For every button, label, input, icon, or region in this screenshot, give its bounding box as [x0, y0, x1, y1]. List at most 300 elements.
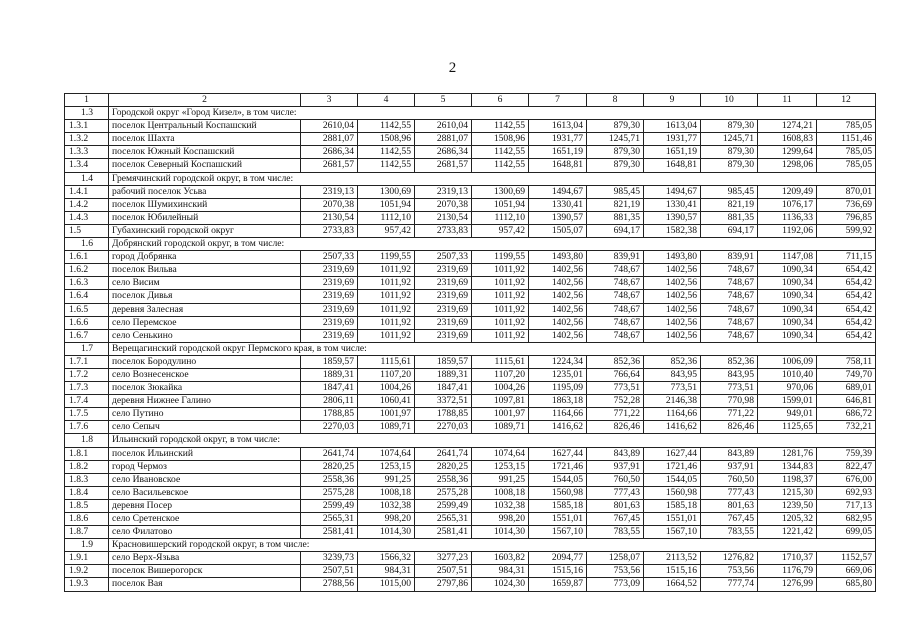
- table-row: [65, 421, 876, 434]
- value-cell: 1721,46: [529, 460, 587, 473]
- row-code: 1.9.3: [65, 578, 109, 591]
- value-cell: 879,30: [587, 159, 644, 172]
- value-cell: 777,43: [587, 486, 644, 499]
- value-cell: 783,55: [587, 526, 644, 539]
- value-cell: 843,95: [701, 368, 758, 381]
- table-row: [65, 277, 876, 290]
- value-cell: 785,05: [817, 159, 876, 172]
- value-cell: 1142,55: [472, 120, 529, 133]
- value-cell: 767,45: [701, 513, 758, 526]
- value-cell: 3277,23: [415, 552, 472, 565]
- value-cell: 1011,92: [358, 303, 415, 316]
- value-cell: 822,47: [817, 460, 876, 473]
- value-cell: 1195,09: [529, 382, 587, 395]
- value-cell: 760,50: [587, 473, 644, 486]
- value-cell: 1090,34: [758, 264, 817, 277]
- value-cell: 2610,04: [301, 120, 358, 133]
- value-cell: 694,17: [587, 224, 644, 237]
- table-row: [65, 211, 876, 224]
- table-row: [65, 473, 876, 486]
- row-name: поселок Дивья: [109, 290, 301, 303]
- value-cell: 1402,56: [644, 303, 701, 316]
- value-cell: 676,00: [817, 473, 876, 486]
- value-cell: 2733,83: [301, 224, 358, 237]
- value-cell: 985,45: [701, 185, 758, 198]
- value-cell: 654,42: [817, 316, 876, 329]
- value-cell: 1299,64: [758, 146, 817, 159]
- value-cell: 2319,69: [415, 290, 472, 303]
- section-row: [65, 342, 876, 355]
- row-code: 1.8.3: [65, 473, 109, 486]
- value-cell: 1142,55: [472, 146, 529, 159]
- value-cell: 1011,92: [358, 290, 415, 303]
- value-cell: 1402,56: [644, 277, 701, 290]
- table-row: [65, 460, 876, 473]
- value-cell: 1011,92: [358, 316, 415, 329]
- column-header: 4: [358, 94, 415, 107]
- value-cell: 879,30: [701, 146, 758, 159]
- value-cell: 2319,69: [301, 329, 358, 342]
- table-row: [65, 329, 876, 342]
- value-cell: 2270,03: [415, 421, 472, 434]
- value-cell: 949,01: [758, 408, 817, 421]
- value-cell: 1344,83: [758, 460, 817, 473]
- value-cell: 1112,10: [358, 211, 415, 224]
- value-cell: 2558,36: [415, 473, 472, 486]
- value-cell: 991,25: [472, 473, 529, 486]
- value-cell: 2507,33: [415, 251, 472, 264]
- value-cell: 2319,13: [301, 185, 358, 198]
- value-cell: 1076,17: [758, 198, 817, 211]
- value-cell: 1010,40: [758, 368, 817, 381]
- value-cell: 821,19: [701, 198, 758, 211]
- value-cell: 1008,18: [472, 486, 529, 499]
- value-cell: 771,22: [701, 408, 758, 421]
- value-cell: 1011,92: [472, 329, 529, 342]
- value-cell: 870,01: [817, 185, 876, 198]
- value-cell: 783,55: [701, 526, 758, 539]
- row-name: село Висим: [109, 277, 301, 290]
- value-cell: 1224,34: [529, 355, 587, 368]
- row-code: 1.8.1: [65, 447, 109, 460]
- value-cell: 821,19: [587, 198, 644, 211]
- value-cell: 771,22: [587, 408, 644, 421]
- row-code: 1.6.6: [65, 316, 109, 329]
- header-row: [65, 94, 876, 107]
- row-code: 1.8: [65, 434, 109, 447]
- row-code: 1.6.4: [65, 290, 109, 303]
- value-cell: 801,63: [701, 499, 758, 512]
- value-cell: 1142,55: [472, 159, 529, 172]
- section-row: [65, 172, 876, 185]
- value-cell: 2565,31: [415, 513, 472, 526]
- table-row: [65, 395, 876, 408]
- value-cell: 2686,34: [415, 146, 472, 159]
- row-code: 1.7.2: [65, 368, 109, 381]
- column-header: 2: [109, 94, 301, 107]
- value-cell: 1603,82: [472, 552, 529, 565]
- table-row: [65, 264, 876, 277]
- value-cell: 937,91: [701, 460, 758, 473]
- value-cell: 801,63: [587, 499, 644, 512]
- value-cell: 1330,41: [644, 198, 701, 211]
- value-cell: 957,42: [358, 224, 415, 237]
- column-header: 10: [701, 94, 758, 107]
- row-name: село Васильевское: [109, 486, 301, 499]
- value-cell: 2507,33: [301, 251, 358, 264]
- table-row: [65, 303, 876, 316]
- value-cell: 1011,92: [472, 316, 529, 329]
- row-code: 1.5: [65, 224, 109, 237]
- value-cell: 998,20: [358, 513, 415, 526]
- value-cell: 1493,80: [644, 251, 701, 264]
- row-name: село Верх-Язьва: [109, 552, 301, 565]
- value-cell: 773,09: [587, 578, 644, 591]
- value-cell: 1402,56: [529, 329, 587, 342]
- row-name: Добрянский городской округ, в том числе:: [109, 238, 876, 251]
- value-cell: 654,42: [817, 264, 876, 277]
- value-cell: 773,51: [587, 382, 644, 395]
- row-name: Гремячинский городской округ, в том числе:: [109, 172, 876, 185]
- value-cell: 1515,16: [529, 565, 587, 578]
- row-name: город Чермоз: [109, 460, 301, 473]
- table-row: [65, 578, 876, 591]
- value-cell: 1659,87: [529, 578, 587, 591]
- row-name: деревня Залесная: [109, 303, 301, 316]
- table-row: [65, 408, 876, 421]
- table-row: [65, 447, 876, 460]
- section-row: [65, 539, 876, 552]
- value-cell: 785,05: [817, 146, 876, 159]
- value-cell: 699,05: [817, 526, 876, 539]
- value-cell: 1011,92: [472, 264, 529, 277]
- row-code: 1.8.6: [65, 513, 109, 526]
- value-cell: 1664,52: [644, 578, 701, 591]
- value-cell: 2507,51: [415, 565, 472, 578]
- value-cell: 1006,09: [758, 355, 817, 368]
- row-name: поселок Вильва: [109, 264, 301, 277]
- value-cell: 1281,76: [758, 447, 817, 460]
- value-cell: 1089,71: [358, 421, 415, 434]
- column-header: 7: [529, 94, 587, 107]
- row-name: Городской округ «Город Кизел», в том числе:: [109, 107, 876, 120]
- value-cell: 1402,56: [644, 329, 701, 342]
- value-cell: 1505,07: [529, 224, 587, 237]
- value-cell: 1192,06: [758, 224, 817, 237]
- value-cell: 1205,32: [758, 513, 817, 526]
- table-row: [65, 513, 876, 526]
- value-cell: 1585,18: [529, 499, 587, 512]
- row-name: село Перемское: [109, 316, 301, 329]
- value-cell: 3372,51: [415, 395, 472, 408]
- table-row: [65, 316, 876, 329]
- value-cell: 1627,44: [529, 447, 587, 460]
- value-cell: 2881,07: [415, 133, 472, 146]
- row-code: 1.9.2: [65, 565, 109, 578]
- value-cell: 777,74: [701, 578, 758, 591]
- value-cell: 1330,41: [529, 198, 587, 211]
- value-cell: 1508,96: [472, 133, 529, 146]
- value-cell: 879,30: [587, 146, 644, 159]
- row-code: 1.7.5: [65, 408, 109, 421]
- value-cell: 1235,01: [529, 368, 587, 381]
- row-name: Верещагинский городской округ Пермского края, в том числе:: [109, 342, 876, 355]
- value-cell: 1024,30: [472, 578, 529, 591]
- value-cell: 2130,54: [301, 211, 358, 224]
- value-cell: 2681,57: [415, 159, 472, 172]
- value-cell: 1015,00: [358, 578, 415, 591]
- value-cell: 1402,56: [644, 264, 701, 277]
- value-cell: 748,67: [587, 277, 644, 290]
- value-cell: 1402,56: [529, 316, 587, 329]
- row-name: поселок Ильинский: [109, 447, 301, 460]
- value-cell: 839,91: [701, 251, 758, 264]
- value-cell: 1508,96: [358, 133, 415, 146]
- value-cell: 2610,04: [415, 120, 472, 133]
- row-name: село Сретенское: [109, 513, 301, 526]
- value-cell: 1008,18: [358, 486, 415, 499]
- value-cell: 748,67: [701, 303, 758, 316]
- value-cell: 753,56: [701, 565, 758, 578]
- value-cell: 1151,46: [817, 133, 876, 146]
- value-cell: 1300,69: [358, 185, 415, 198]
- value-cell: 1585,18: [644, 499, 701, 512]
- value-cell: 752,28: [587, 395, 644, 408]
- row-code: 1.9.1: [65, 552, 109, 565]
- value-cell: 796,85: [817, 211, 876, 224]
- row-code: 1.3.3: [65, 146, 109, 159]
- value-cell: 2581,41: [301, 526, 358, 539]
- value-cell: 767,45: [587, 513, 644, 526]
- value-cell: 2319,69: [301, 264, 358, 277]
- page-number: 2: [448, 60, 457, 76]
- value-cell: 1060,41: [358, 395, 415, 408]
- tariff-table: [64, 93, 876, 592]
- value-cell: 1001,97: [358, 408, 415, 421]
- value-cell: 1051,94: [358, 198, 415, 211]
- value-cell: 1253,15: [472, 460, 529, 473]
- value-cell: 1089,71: [472, 421, 529, 434]
- row-code: 1.8.5: [65, 499, 109, 512]
- value-cell: 1298,06: [758, 159, 817, 172]
- column-header: 11: [758, 94, 817, 107]
- value-cell: 1721,46: [644, 460, 701, 473]
- row-name: поселок Вая: [109, 578, 301, 591]
- value-cell: 1544,05: [529, 473, 587, 486]
- value-cell: 998,20: [472, 513, 529, 526]
- value-cell: 881,35: [701, 211, 758, 224]
- value-cell: 748,67: [587, 329, 644, 342]
- row-name: поселок Вишерогорск: [109, 565, 301, 578]
- section-row: [65, 238, 876, 251]
- row-code: 1.3.1: [65, 120, 109, 133]
- table-row: [65, 146, 876, 159]
- value-cell: 689,01: [817, 382, 876, 395]
- value-cell: 1560,98: [644, 486, 701, 499]
- value-cell: 1147,08: [758, 251, 817, 264]
- table-row: [65, 526, 876, 539]
- row-code: 1.4.3: [65, 211, 109, 224]
- value-cell: 2319,69: [415, 329, 472, 342]
- value-cell: 654,42: [817, 290, 876, 303]
- value-cell: 1090,34: [758, 316, 817, 329]
- value-cell: 748,67: [587, 316, 644, 329]
- row-code: 1.6.7: [65, 329, 109, 342]
- value-cell: 1274,21: [758, 120, 817, 133]
- row-name: село Вознесенское: [109, 368, 301, 381]
- value-cell: 1176,79: [758, 565, 817, 578]
- value-cell: 1608,83: [758, 133, 817, 146]
- value-cell: 1788,85: [301, 408, 358, 421]
- value-cell: 1648,81: [529, 159, 587, 172]
- row-code: 1.4.1: [65, 185, 109, 198]
- row-code: 1.3.2: [65, 133, 109, 146]
- row-name: Губахинский городской округ: [109, 224, 301, 237]
- value-cell: 879,30: [587, 120, 644, 133]
- value-cell: 1390,57: [644, 211, 701, 224]
- value-cell: 1107,20: [358, 368, 415, 381]
- value-cell: 1599,01: [758, 395, 817, 408]
- value-cell: 957,42: [472, 224, 529, 237]
- value-cell: 2319,69: [301, 303, 358, 316]
- value-cell: 1115,61: [358, 355, 415, 368]
- row-code: 1.6.2: [65, 264, 109, 277]
- value-cell: 1152,57: [817, 552, 876, 565]
- value-cell: 1164,66: [644, 408, 701, 421]
- value-cell: 2070,38: [415, 198, 472, 211]
- row-name: рабочий поселок Усьва: [109, 185, 301, 198]
- row-name: деревня Нижнее Галино: [109, 395, 301, 408]
- row-name: деревня Посер: [109, 499, 301, 512]
- value-cell: 1258,07: [587, 552, 644, 565]
- value-cell: 2319,69: [301, 290, 358, 303]
- value-cell: 682,95: [817, 513, 876, 526]
- table-row: [65, 290, 876, 303]
- row-code: 1.8.2: [65, 460, 109, 473]
- table-row: [65, 382, 876, 395]
- value-cell: 2507,51: [301, 565, 358, 578]
- table-row: [65, 120, 876, 133]
- value-cell: 1402,56: [529, 290, 587, 303]
- value-cell: 2581,41: [415, 526, 472, 539]
- value-cell: 1416,62: [529, 421, 587, 434]
- value-cell: 1014,30: [358, 526, 415, 539]
- row-code: 1.7.1: [65, 355, 109, 368]
- value-cell: 654,42: [817, 329, 876, 342]
- row-code: 1.7.4: [65, 395, 109, 408]
- section-row: [65, 107, 876, 120]
- value-cell: 826,46: [587, 421, 644, 434]
- value-cell: 1931,77: [644, 133, 701, 146]
- value-cell: 2881,07: [301, 133, 358, 146]
- value-cell: 1209,49: [758, 185, 817, 198]
- value-cell: 2558,36: [301, 473, 358, 486]
- row-code: 1.7: [65, 342, 109, 355]
- value-cell: 1090,34: [758, 303, 817, 316]
- value-cell: 1648,81: [644, 159, 701, 172]
- value-cell: 1125,65: [758, 421, 817, 434]
- value-cell: 2820,25: [415, 460, 472, 473]
- value-cell: 1239,50: [758, 499, 817, 512]
- value-cell: 1032,38: [358, 499, 415, 512]
- value-cell: 1390,57: [529, 211, 587, 224]
- value-cell: 1164,66: [529, 408, 587, 421]
- row-code: 1.8.7: [65, 526, 109, 539]
- row-name: поселок Центральный Коспашский: [109, 120, 301, 133]
- value-cell: 1215,30: [758, 486, 817, 499]
- value-cell: 1112,10: [472, 211, 529, 224]
- value-cell: 748,67: [701, 316, 758, 329]
- value-cell: 777,43: [701, 486, 758, 499]
- value-cell: 1627,44: [644, 447, 701, 460]
- column-header: 6: [472, 94, 529, 107]
- value-cell: 1859,57: [301, 355, 358, 368]
- value-cell: 1011,92: [358, 277, 415, 290]
- row-name: город Добрянка: [109, 251, 301, 264]
- value-cell: 599,92: [817, 224, 876, 237]
- row-code: 1.6: [65, 238, 109, 251]
- value-cell: 984,31: [358, 565, 415, 578]
- value-cell: 2686,34: [301, 146, 358, 159]
- row-code: 1.9: [65, 539, 109, 552]
- value-cell: 1847,41: [415, 382, 472, 395]
- value-cell: 985,45: [587, 185, 644, 198]
- value-cell: 1051,94: [472, 198, 529, 211]
- value-cell: 692,93: [817, 486, 876, 499]
- value-cell: 1199,55: [358, 251, 415, 264]
- row-name: поселок Бородулино: [109, 355, 301, 368]
- value-cell: 2319,69: [301, 277, 358, 290]
- value-cell: 1199,55: [472, 251, 529, 264]
- value-cell: 937,91: [587, 460, 644, 473]
- table-row: [65, 368, 876, 381]
- value-cell: 2641,74: [301, 447, 358, 460]
- value-cell: 826,46: [701, 421, 758, 434]
- value-cell: 2319,69: [415, 303, 472, 316]
- value-cell: 1090,34: [758, 329, 817, 342]
- value-cell: 766,64: [587, 368, 644, 381]
- value-cell: 1011,92: [358, 264, 415, 277]
- value-cell: 1560,98: [529, 486, 587, 499]
- value-cell: 748,67: [701, 290, 758, 303]
- value-cell: 717,13: [817, 499, 876, 512]
- row-name: Красновишерский городской округ, в том числе:: [109, 539, 876, 552]
- value-cell: 3239,73: [301, 552, 358, 565]
- value-cell: 984,31: [472, 565, 529, 578]
- value-cell: 1074,64: [472, 447, 529, 460]
- value-cell: 2319,69: [415, 316, 472, 329]
- value-cell: 646,81: [817, 395, 876, 408]
- value-cell: 843,89: [587, 447, 644, 460]
- value-cell: 1889,31: [301, 368, 358, 381]
- value-cell: 2641,74: [415, 447, 472, 460]
- value-cell: 732,21: [817, 421, 876, 434]
- column-header: 12: [817, 94, 876, 107]
- value-cell: 1402,56: [529, 277, 587, 290]
- value-cell: 770,98: [701, 395, 758, 408]
- value-cell: 759,39: [817, 447, 876, 460]
- row-name: поселок Юбилейный: [109, 211, 301, 224]
- value-cell: 1889,31: [415, 368, 472, 381]
- value-cell: 711,15: [817, 251, 876, 264]
- value-cell: 1788,85: [415, 408, 472, 421]
- value-cell: 1931,77: [529, 133, 587, 146]
- value-cell: 1544,05: [644, 473, 701, 486]
- table-row: [65, 185, 876, 198]
- value-cell: 1402,56: [529, 264, 587, 277]
- row-name: поселок Зюкайка: [109, 382, 301, 395]
- value-cell: 1847,41: [301, 382, 358, 395]
